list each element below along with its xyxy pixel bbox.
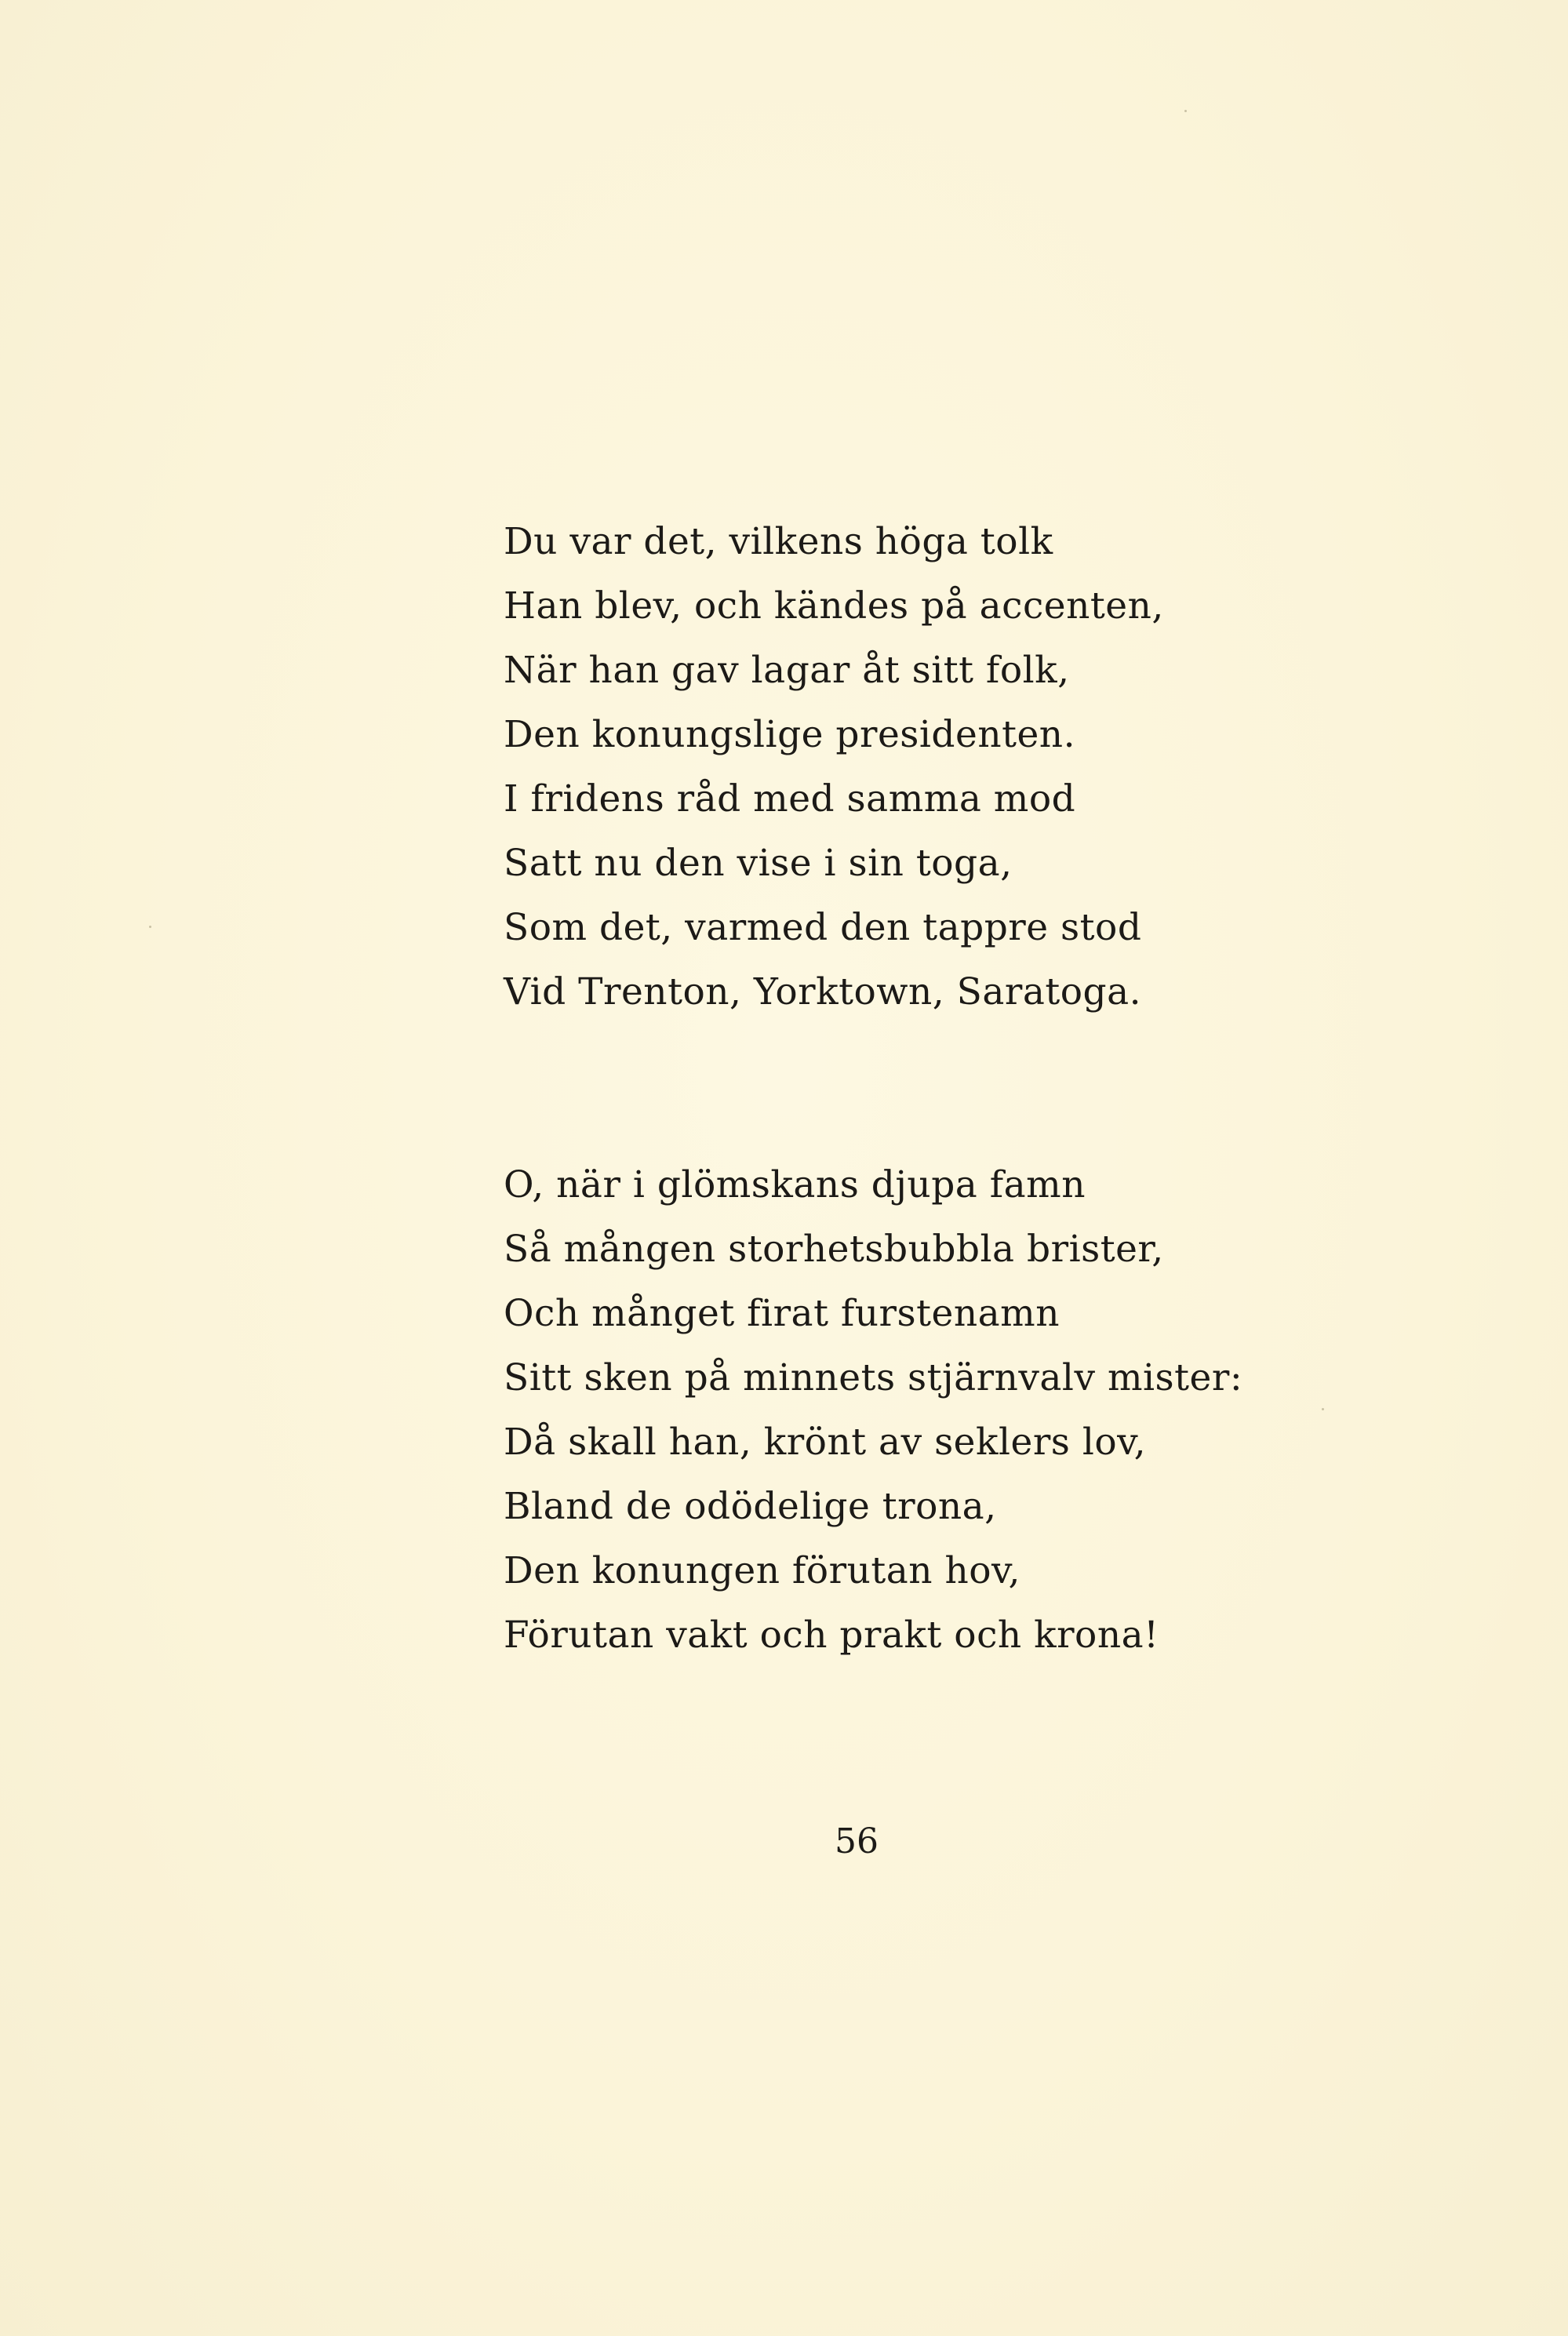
poem-stanza-1 bbox=[504, 510, 1164, 1024]
poem-line: När han gav lagar åt sitt folk, bbox=[504, 649, 1070, 692]
poem-line: Och månget firat furstenamn bbox=[504, 1292, 1060, 1335]
poem-line: Den konungslige presidenten. bbox=[504, 713, 1076, 756]
poem-line: Du var det, vilkens höga tolk bbox=[504, 520, 1053, 563]
poem-line: Så mången storhetsbubbla brister, bbox=[504, 1228, 1164, 1271]
poem-line: Vid Trenton, Yorktown, Saratoga. bbox=[504, 970, 1142, 1013]
poem-stanza-2 bbox=[504, 1153, 1242, 1668]
poem-line: Då skall han, krönt av seklers lov, bbox=[504, 1421, 1147, 1464]
poem-line: Bland de odödelige trona, bbox=[504, 1485, 997, 1528]
paper-speck bbox=[149, 926, 151, 928]
poem-line: Den konungen förutan hov, bbox=[504, 1549, 1020, 1592]
poem-line: Han blev, och kändes på accenten, bbox=[504, 584, 1164, 628]
paper-speck bbox=[1322, 1408, 1324, 1410]
paper-speck bbox=[1184, 110, 1187, 112]
poem-line: Sitt sken på minnets stjärnvalv mister: bbox=[504, 1356, 1243, 1399]
poem-line: Förutan vakt och prakt och krona! bbox=[504, 1614, 1159, 1657]
poem-line: I fridens råd med samma mod bbox=[504, 777, 1076, 821]
page-number: 56 bbox=[835, 1821, 879, 1861]
poem-line: Satt nu den vise i sin toga, bbox=[504, 842, 1013, 885]
poem-line: O, när i glömskans djupa famn bbox=[504, 1163, 1086, 1206]
poem-line: Som det, varmed den tappre stod bbox=[504, 906, 1142, 949]
